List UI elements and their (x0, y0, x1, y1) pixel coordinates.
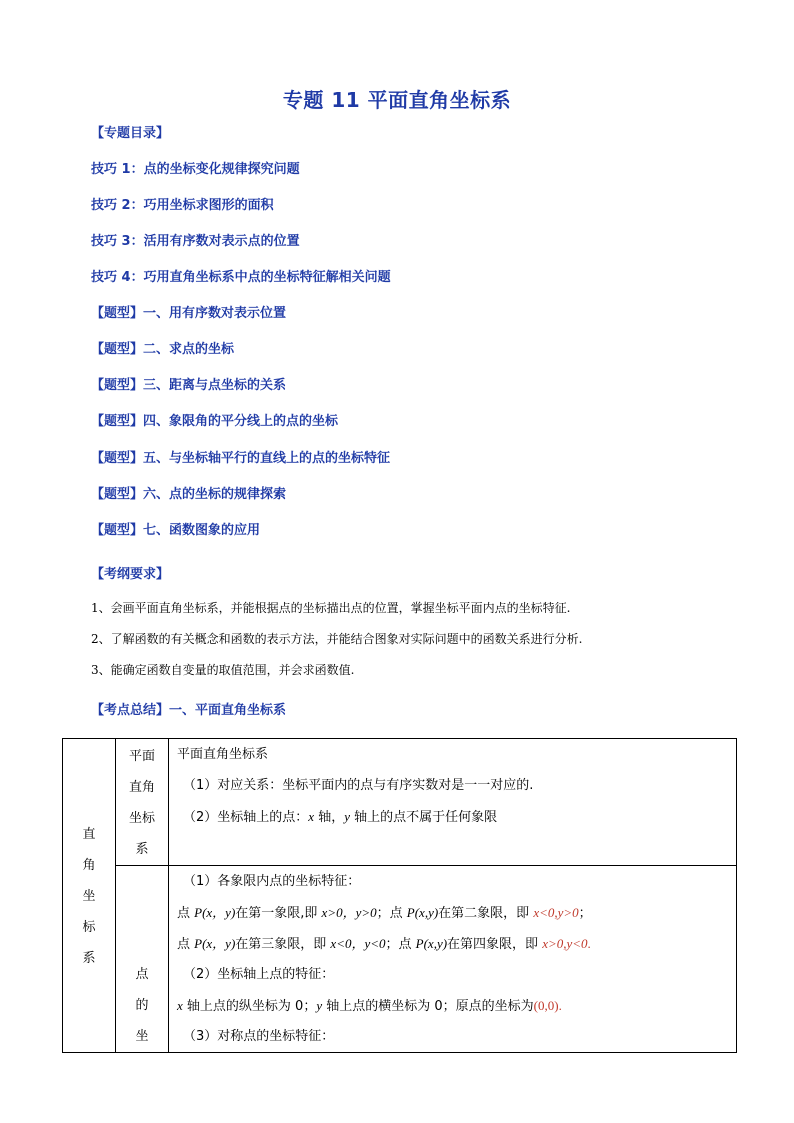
text-run: 在第四象限，即 (447, 937, 543, 952)
technique-item: 技巧 4：巧用直角坐标系中点的坐标特征解相关问题 (91, 270, 391, 285)
requirement-item: 3、能确定函数自变量的取值范围，并会求函数值. (91, 663, 355, 677)
answer-highlight: x>0,y<0 (542, 936, 588, 951)
category-char: 角 (82, 858, 96, 873)
coordinate-system-table (62, 738, 737, 1053)
condition: x<0，y<0 (330, 936, 386, 951)
row1-label-part: 直角 (128, 780, 155, 795)
row2-label-part: 点 (135, 967, 149, 982)
row1-content-cell (169, 739, 737, 866)
row1-label-part: 坐标 (128, 811, 155, 826)
summary-heading: 【考点总结】一、平面直角坐标系 (91, 703, 287, 718)
type-item: 【题型】三、距离与点坐标的关系 (91, 378, 287, 393)
point-expr: P(x,y) (406, 905, 439, 920)
type-item: 【题型】四、象限角的平分线上的点的坐标 (91, 414, 339, 429)
text-run: ； (578, 906, 592, 921)
text-run: 在第三象限，即 (235, 937, 331, 952)
text-run: （2）坐标轴上的点： (183, 810, 309, 825)
requirement-item: 1、会画平面直角坐标系，并能根据点的坐标描出点的位置，掌握坐标平面内点的坐标特征. (91, 601, 571, 615)
type-item: 【题型】六、点的坐标的规律探索 (91, 487, 287, 502)
condition: x>0，y>0 (321, 905, 377, 920)
row1-line: 平面直角坐标系 (177, 747, 269, 762)
type-item: 【题型】七、函数图象的应用 (91, 523, 261, 538)
var-y: y (344, 809, 350, 824)
answer-highlight: (0,0) (533, 998, 559, 1013)
text-run: ；点 (376, 906, 407, 921)
type-item: 【题型】二、求点的坐标 (91, 342, 235, 357)
point-expr: P(x，y) (194, 905, 236, 920)
row1-label-cell (116, 739, 169, 866)
text-run: 点 (177, 937, 195, 952)
point-expr: P(x，y) (194, 936, 236, 951)
row1-line: （1）对应关系：坐标平面内的点与有序实数对是一一对应的. (183, 778, 534, 793)
row2-line (177, 990, 736, 1021)
text-run: 轴上点的横坐标为 0；原点的坐标为 (322, 999, 534, 1014)
text-run: 轴上的点不属于任何象限 (349, 810, 498, 825)
row1-label-part: 平面 (128, 749, 155, 764)
row2-line (177, 897, 736, 928)
category-char: 系 (82, 951, 96, 966)
text-run: 轴上点的纵坐标为 0； (182, 999, 317, 1014)
row2-content-cell (169, 866, 737, 1053)
row2-label-part: 坐 (135, 1029, 149, 1044)
var-x: x (308, 809, 315, 824)
row2-line (177, 928, 736, 959)
type-item: 【题型】五、与坐标轴平行的直线上的点的坐标特征 (91, 451, 391, 466)
text-run: 在第一象限,即 (235, 906, 322, 921)
row2-label-part: 的 (135, 998, 149, 1013)
point-expr: P(x,y) (415, 936, 448, 951)
text-run: . (587, 936, 591, 951)
text-run: 轴， (314, 810, 345, 825)
answer-highlight: x<0,y>0 (533, 905, 579, 920)
technique-item: 技巧 2：巧用坐标求图形的面积 (91, 198, 274, 213)
text-run: . (558, 998, 562, 1013)
category-cell (63, 739, 116, 1053)
row2-line: （3）对称点的坐标特征： (183, 1029, 335, 1044)
text-run: ；点 (385, 937, 416, 952)
requirement-item: 2、了解函数的有关概念和函数的表示方法，并能结合图象对实际问题中的函数关系进行分析. (91, 632, 583, 646)
row2-label-cell (116, 866, 169, 1053)
requirements-heading: 【考纲要求】 (91, 567, 170, 582)
category-char: 坐 (82, 889, 96, 904)
text-run: 在第二象限，即 (438, 906, 534, 921)
toc-heading: 【专题目录】 (91, 126, 170, 141)
row1-label-part: 系 (135, 842, 149, 857)
category-char: 直 (82, 827, 96, 842)
text-run: 点 (177, 906, 195, 921)
row2-line: （2）坐标轴上点的特征： (183, 967, 335, 982)
var-y: y (316, 998, 323, 1013)
row1-line (177, 801, 736, 832)
row2-line: （1）各象限内点的坐标特征： (183, 874, 361, 889)
technique-item: 技巧 3：活用有序数对表示点的位置 (91, 234, 300, 249)
category-char: 标 (82, 920, 96, 935)
page-title: 专题 11 平面直角坐标系 (282, 88, 512, 112)
technique-item: 技巧 1：点的坐标变化规律探究问题 (91, 162, 300, 177)
type-item: 【题型】一、用有序数对表示位置 (91, 306, 287, 321)
var-x: x (177, 998, 183, 1013)
